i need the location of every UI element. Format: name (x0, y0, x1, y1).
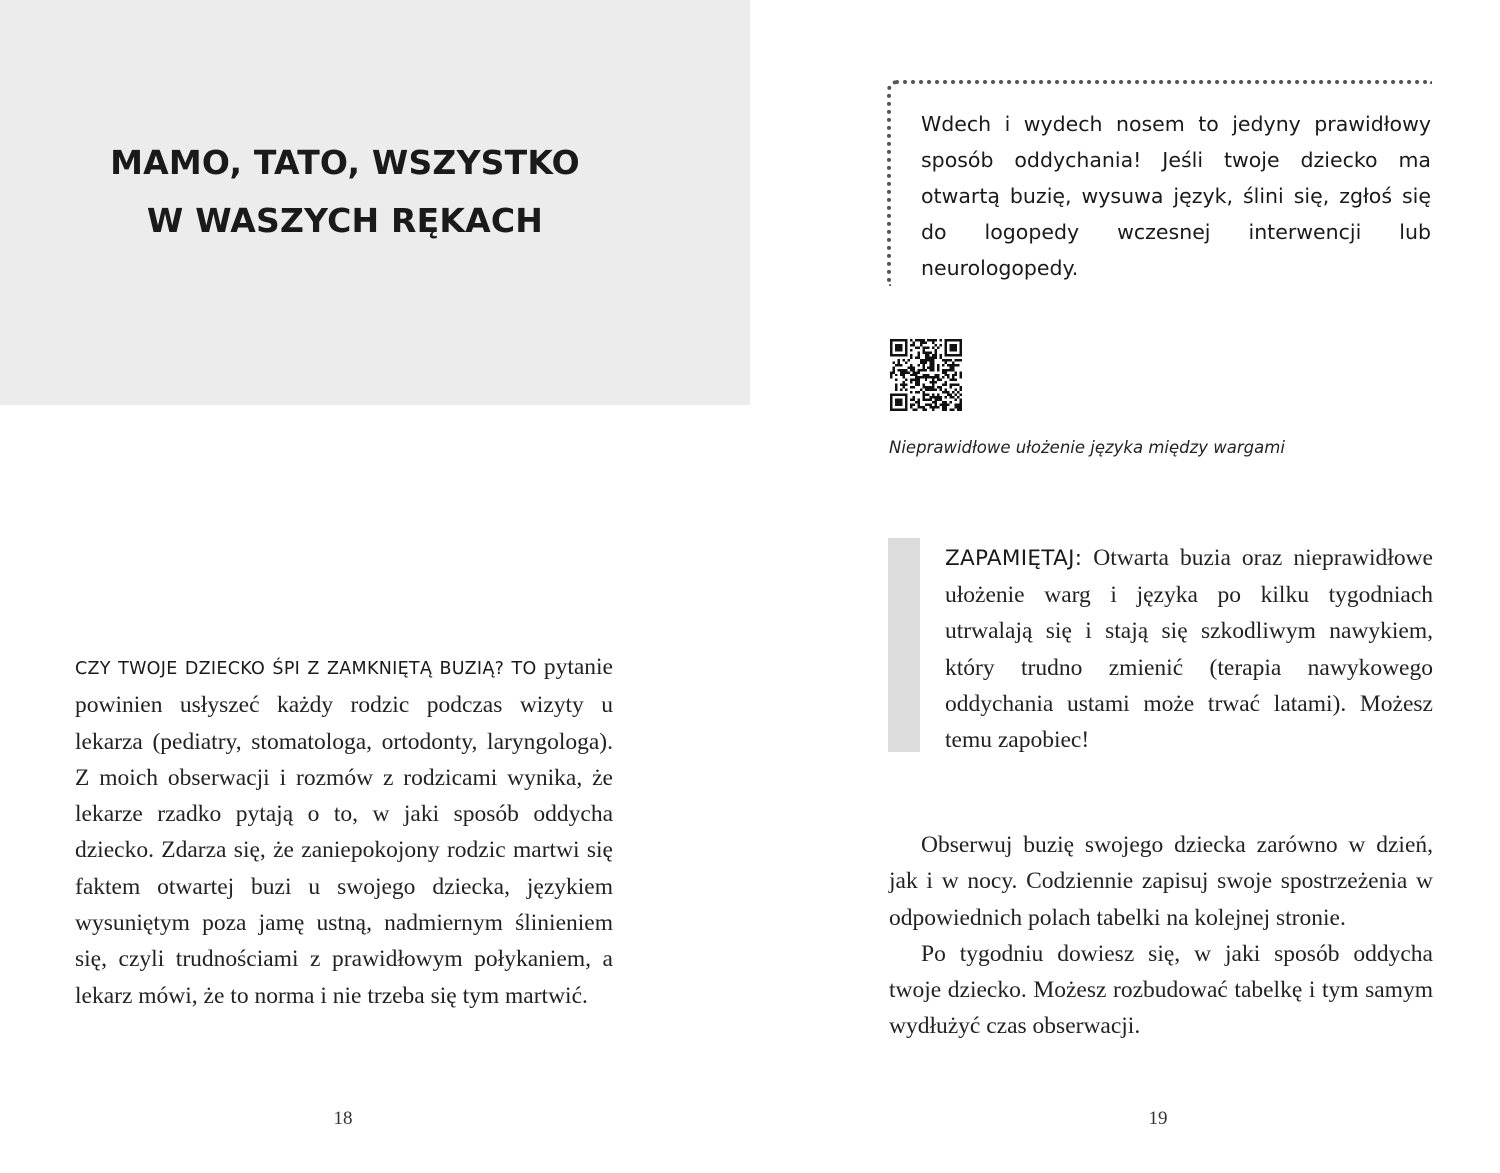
image-caption: Nieprawidłowe ułożenie języka między wargami (889, 438, 1285, 457)
intro-lead: CZY TWOJE DZIECKO ŚPI Z ZAMKNIĘTĄ BUZIĄ? TO (75, 659, 537, 679)
body-paragraph-2: Po tygodniu dowiesz się, w jaki sposób oddycha twoje dziecko. Możesz rozbudować tabelkę i tym samym wydłużyć czas obserwacji. (889, 940, 1433, 1040)
page-number-right: 19 (1148, 1108, 1168, 1129)
chapter-title (0, 134, 690, 250)
intro-text: pytanie powinien usłyszeć każdy rodzic podczas wizyty u lekarza (pediatry, stomatologa, ortodonty, laryngologa). Z moich obserwacji i rozmów z rodzicami wynika, że lekarze rzadko pytają o to, w jaki sposób oddycha dziecko. Zdarza się, że zaniepokojony rodzic martwi się faktem otwartej buzi u swojego dziecka, językiem wysuniętym poza jamę ustną, nadmiernym ślinieniem się, czyli trudnościami z prawidłowym połykaniem, a lekarz mówi, że to norma i nie trzeba się tym martwić. (75, 654, 613, 1009)
body-text (889, 827, 1433, 1045)
intro-paragraph (75, 649, 613, 1014)
chapter-title-line-1: MAMO, TATO, WSZYSTKO (110, 143, 580, 182)
remember-label: ZAPAMIĘTAJ: (945, 546, 1083, 571)
note-text: Wdech i wydech nosem to jedyny prawidłowy sposób oddychania! Jeśli twoje dziecko ma otwartą buzię, wysuwa język, ślini się, zgłoś się do logopedy wczesnej interwencji lub neurologopedy. (921, 112, 1431, 280)
page-number-left: 18 (333, 1108, 353, 1129)
right-page (750, 0, 1500, 1173)
remember-text: Otwarta buzia oraz nieprawidłowe ułożenie warg i języka po kilku tygodniach utrwalają się i stają się szkodliwym nawykiem, który trudno zmienić (terapia nawykowego oddychania ustami może trwać latami). Możesz temu zapobiec! (945, 545, 1433, 754)
remember-bar (888, 538, 920, 752)
body-paragraph-1: Obserwuj buzię swojego dziecka zarówno w dzień, jak i w nocy. Codziennie zapisuj swoje spostrzeżenia w odpowiednich polach tabelki na kolejnej stronie. (889, 832, 1433, 931)
qr-code-icon (890, 339, 962, 411)
remember-box (945, 540, 1433, 758)
chapter-title-line-2: W WASZYCH RĘKACH (146, 201, 544, 240)
